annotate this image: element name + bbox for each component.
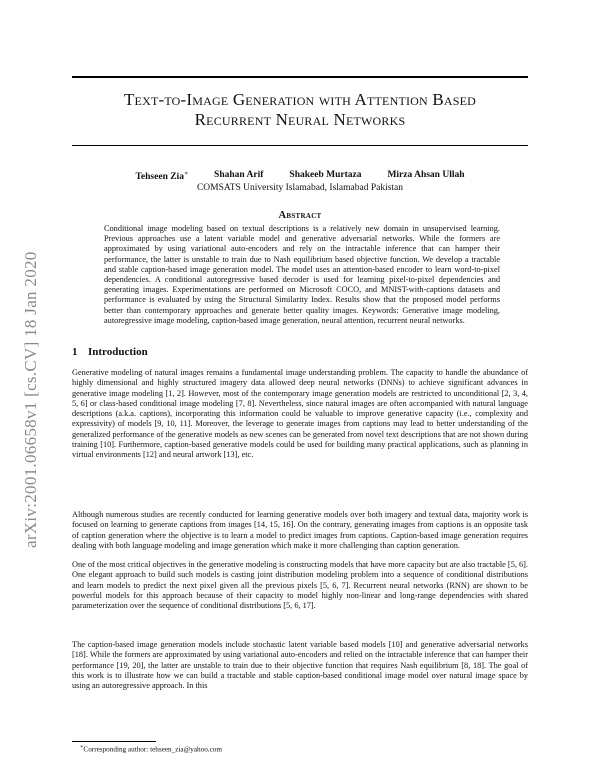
body-paragraph: Generative modeling of natural images remains a fundamental image understanding problem. The capacity to handle the abundance of highly dimensional and highly structured imagery data allowed deep neural networks (DNNs) to achieve significant advances in generative image modeling [1, 2]. However, most of the contemporary image generation models are restricted to unconditional [2, 3, 4, 5, 6] or class-based conditional image modeling [7, 8]. Nevertheless, since natural images are often accompanied with natural language descriptions (a.k.a. captions), incorporating this information could be valuable to improve generative capacity (i.e., complexity and expressivity) of models [9, 10, 11]. Moreover, the leverage to generate images from captions may lead to better understanding of the generalized performance of the generative models as new scenes can be generated from novel text descriptions that are not shown during training [10]. Furthermore, caption-based generative models could be used for building many practical applications, such as planning in virtual environments [12] and neural artwork [13], etc.: [72, 368, 528, 460]
section-number: 1: [72, 346, 78, 358]
title-top-rule: [72, 76, 528, 78]
author: Mirza Ahsan Ullah: [387, 170, 465, 180]
author: Shahan Arif: [214, 170, 264, 180]
footnote: [80, 744, 520, 753]
title-line-1: Text-to-Image Generation with Attention Based: [123, 90, 477, 109]
title-bottom-rule: [72, 145, 528, 146]
paper-title: [72, 90, 528, 130]
arxiv-identifier[interactable]: arXiv:2001.06658v1 [cs.CV] 18 Jan 2020: [21, 251, 40, 549]
body-paragraph: Although numerous studies are recently conducted for learning generative models over both imagery and textual data, majority work is focused on learning to generate captions from images [14, 15, 16]. On the contrary, generating images from captions is an opposite task of caption generation where the objective is to learn a model to predict images from captions. Caption-based image generation requires dealing with both language modeling and image generation which make it more challenging than caption generation.: [72, 510, 528, 550]
author-list: [72, 170, 528, 182]
section-title: Introduction: [88, 346, 148, 358]
author: Shakeeb Murtaza: [289, 170, 362, 180]
affiliation: COMSATS University Islamabad, Islamabad Pakistan: [196, 183, 404, 193]
abstract-text: Conditional image modeling based on textual descriptions is a relatively new domain in unsupervised learning. Previous approaches use a latent variable model and generative adversarial networks. While the formers are approximated by using variational auto-encoders and rely on the intractable inference that can hamper their performance, the latter is unstable to train due to Nash equilibrium based objective function. We develop a tractable and stable caption-based image generation model. The model uses an attention-based encoder to learn word-to-pixel dependencies. A conditional autoregressive based decoder is used for learning pixel-to-pixel dependencies and generating images. Experimentations are performed on Microsoft COCO, and MNIST-with-captions datasets and performance is evaluated by using the Structural Similarity Index. Results show that the proposed model performs better than contemporary approaches and generate better quality images. Keywords: Generative image modeling, autoregressive image modeling, caption-based image generation, neural attention, recurrent neural networks.: [104, 224, 500, 325]
body-paragraph: One of the most critical objectives in the generative modeling is constructing models that have more capacity but are also tractable [5, 6]. One elegant approach to build such models is casting joint distribution modeling problem into a sequence of conditional distributions and learn models to predict the next pixel given all the previous pixels [5, 6, 7]. Recurrent neural networks (RNN) are shown to be powerful models for this approach because of their capacity to model highly non-linear and long-range dependencies with shared parameterization over the sequence of conditional distributions [5, 6, 17].: [72, 560, 528, 611]
abstract-heading: Abstract: [278, 210, 322, 221]
title-line-2: Recurrent Neural Networks: [194, 110, 406, 129]
body-paragraph: The caption-based image generation models include stochastic latent variable based models [10] and generative adversarial networks [18]. While the formers are approximated by using variational auto-encoders and relied on the intractable inference that can hamper their performance [19, 20], the latter are unstable to train due to their objective function that requires Nash equilibrium [8, 18]. The goal of this work is to illustrate how we can build a tractable and stable caption-based conditional image model over natural image space by using an autoregressive approach. In this: [72, 640, 528, 691]
footnote-text[interactable]: Corresponding author: tehseen_zia@yahoo.com: [83, 745, 222, 754]
author-footnote-mark: ∗: [183, 171, 189, 177]
footnote-rule: [72, 741, 156, 742]
footnote-mark: ∗: [80, 745, 84, 750]
author: Tehseen Zia∗: [135, 171, 189, 183]
section-heading-introduction: [72, 346, 528, 358]
